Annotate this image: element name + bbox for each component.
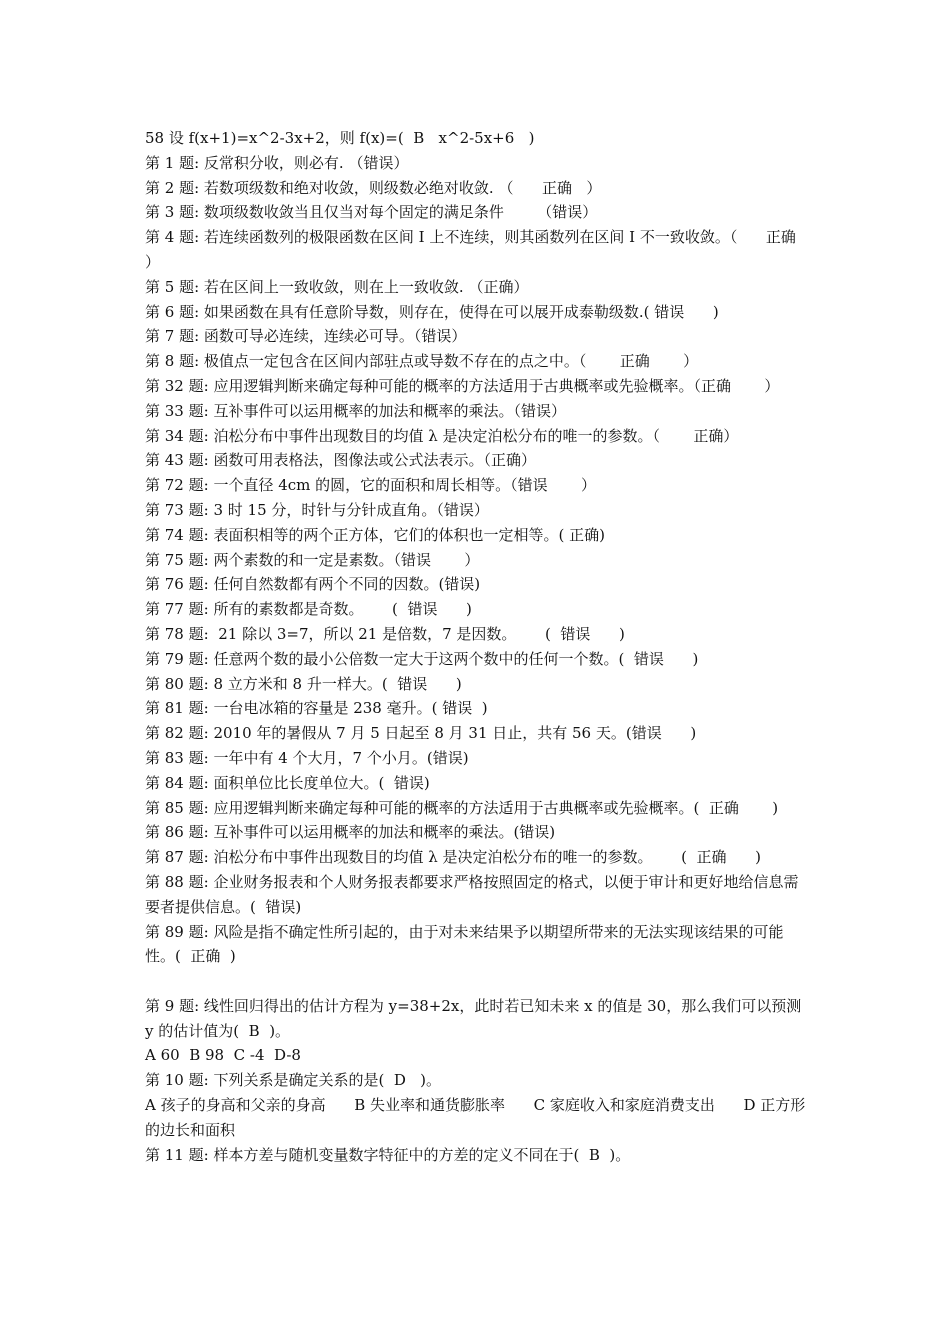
text-line: 第 6 题: 如果函数在具有任意阶导数，则存在，使得在可以展开成泰勒级数.( 错误 ): [145, 302, 719, 321]
text-line: 第 79 题: 任意两个数的最小公倍数一定大于这两个数中的任何一个数。( 错误 ): [145, 649, 699, 668]
text-line: 第 82 题: 2010 年的暑假从 7 月 5 日起至 8 月 31 日止，共有 56 天。(错误 ): [145, 724, 697, 743]
text-line: 第 86 题: 互补事件可以运用概率的加法和概率的乘法。(错误): [145, 823, 556, 842]
text-line: 第 89 题: 风险是指不确定性所引起的，由于对未来结果予以期望所带来的无法实现该结果的可能性。( 正确 ): [145, 922, 784, 966]
text-line: 第 77 题: 所有的素数都是奇数。 ( 错误 ): [145, 600, 472, 619]
text-line: 58 设 f(x+1)=x^2-3x+2，则 f(x)=( B x^2-5x+6 ): [145, 129, 535, 147]
text-line: A 孩子的身高和父亲的身高 B 失业率和通货膨胀率 C 家庭收入和家庭消费支出 D 正方形的边长和面积: [145, 1096, 806, 1139]
text-line: 第 75 题: 两个素数的和一定是素数。（错误 ）: [145, 550, 480, 569]
text-line: 第 8 题: 极值点一定包含在区间内部驻点或导数不存在的点之中。（ 正确 ）: [145, 352, 699, 371]
text-line: 第 5 题: 若在区间上一致收敛，则在上一致收敛. （正确）: [145, 277, 529, 296]
text-line: 第 73 题: 3 时 15 分，时针与分针成直角。（错误）: [145, 500, 489, 519]
text-line: 第 3 题: 数项级数收敛当且仅当对每个固定的满足条件 （错误）: [145, 203, 598, 222]
text-line: 第 74 题: 表面积相等的两个正方体，它们的体积也一定相等。( 正确): [145, 525, 605, 544]
text-line: 第 76 题: 任何自然数都有两个不同的因数。(错误): [145, 575, 481, 594]
text-line: 第 1 题: 反常积分收，则必有. （错误）: [145, 153, 409, 172]
text-line: 第 72 题: 一个直径 4cm 的圆，它的面积和周长相等。（错误 ）: [145, 476, 597, 495]
paragraph-gap: [145, 969, 810, 994]
text-line: 第 33 题: 互补事件可以运用概率的加法和概率的乘法。（错误）: [145, 401, 566, 420]
text-line: 第 32 题: 应用逻辑判断来确定每种可能的概率的方法适用于古典概率或先验概率。（正确 ）: [145, 376, 780, 395]
text-line: 第 34 题: 泊松分布中事件出现数目的均值 λ 是决定泊松分布的唯一的参数。（ 正确）: [145, 426, 739, 445]
text-line: 第 81 题: 一台电冰箱的容量是 238 毫升。( 错误 ): [145, 699, 488, 718]
text-line: 第 84 题: 面积单位比长度单位大。( 错误): [145, 773, 430, 792]
text-line: 第 9 题: 线性回归得出的估计方程为 y=38+2x，此时若已知未来 x 的值是 30，那么我们可以预测 y 的估计值为( B )。: [145, 996, 807, 1040]
text-line: A 60 B 98 C -4 D-8: [145, 1046, 301, 1065]
text-line: 第 4 题: 若连续函数列的极限函数在区间 I 上不连续，则其函数列在区间 I 不一致收敛。（ 正确 ）: [145, 228, 830, 271]
text-line: 第 88 题: 企业财务报表和个人财务报表都要求严格按照固定的格式，以便于审计和更好地给信息需要者提供信息。( 错误): [145, 872, 799, 916]
text-line: 第 87 题: 泊松分布中事件出现数目的均值 λ 是决定泊松分布的唯一的参数。 ( 正确 ): [145, 848, 761, 867]
text-line: 第 78 题: 21 除以 3=7，所以 21 是倍数，7 是因数。 ( 错误 ): [145, 624, 625, 643]
text-line: 第 85 题: 应用逻辑判断来确定每种可能的概率的方法适用于古典概率或先验概率。( 正确 ): [145, 798, 779, 817]
text-line: 第 2 题: 若数项级数和绝对收敛，则级数必绝对收敛. （ 正确 ）: [145, 178, 602, 197]
text-line: 第 80 题: 8 立方米和 8 升一样大。( 错误 ): [145, 674, 462, 693]
text-line: 第 43 题: 函数可用表格法，图像法或公式法表示。（正确）: [145, 451, 536, 470]
text-line: 第 10 题: 下列关系是确定关系的是( D )。: [145, 1071, 442, 1090]
text-line: 第 7 题: 函数可导必连续，连续必可导。（错误）: [145, 327, 467, 346]
text-line: 第 83 题: 一年中有 4 个大月，7 个小月。(错误): [145, 748, 469, 767]
document-body: [145, 126, 830, 1167]
text-line: 第 11 题: 样本方差与随机变量数字特征中的方差的定义不同在于( B )。: [145, 1145, 631, 1164]
